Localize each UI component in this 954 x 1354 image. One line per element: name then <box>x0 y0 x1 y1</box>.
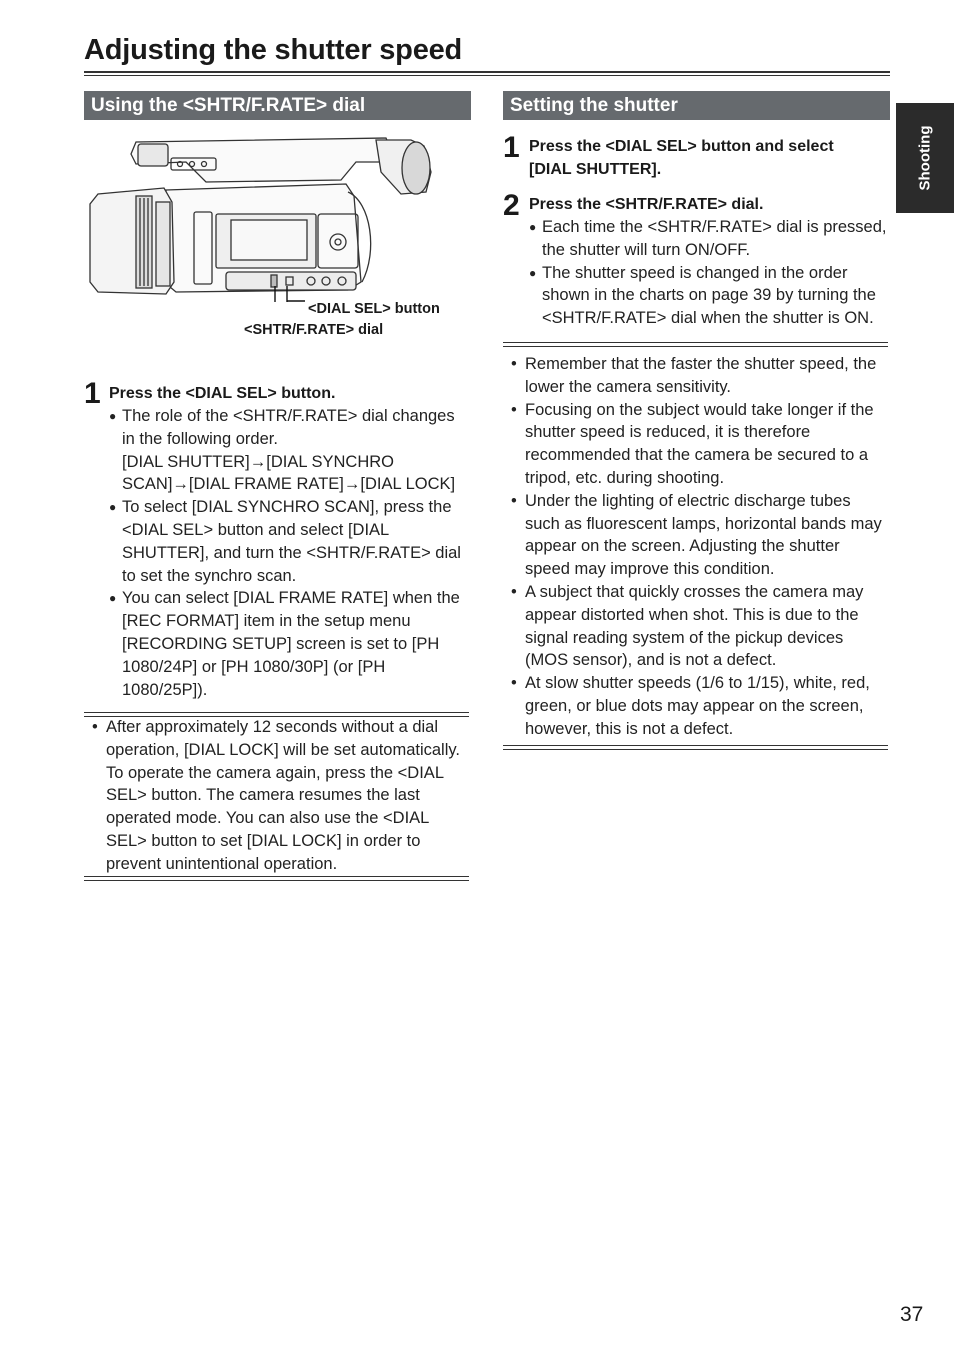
note-item <box>84 716 468 876</box>
callout-shtr-dial: <SHTR/F.RATE> dial <box>244 322 384 338</box>
title-rule-thin <box>84 75 890 76</box>
left-notes-rule-top <box>84 712 469 713</box>
bullet-text: The shutter speed is changed in the order shown in the charts on page 39 by turning the <SHTR/F.RATE> dial when the shutter is ON. <box>542 263 876 328</box>
list-item <box>529 216 889 262</box>
bullet-text: To select [DIAL SYNCHRO SCAN], press the <DIAL SEL> button and select [DIAL SHUTTER], and turn the <SHTR/F.RATE> dial to set the synchro scan. <box>122 498 461 585</box>
note-text: Under the lighting of electric discharge tubes such as fluorescent lamps, horizontal bands may appear on the screen. Adjusting the shutter speed may improve this condition. <box>525 491 882 579</box>
right-notes-rule-bottom <box>503 745 888 746</box>
bullet-sequence: [DIAL SHUTTER]→[DIAL SYNCHRO SCAN]→[DIAL FRAME RATE]→[DIAL LOCK] <box>122 452 456 494</box>
section-heading-setting-shutter: Setting the shutter <box>503 91 890 120</box>
bullet-dot-icon: ● <box>529 265 537 280</box>
note-bullet-icon: • <box>92 718 98 736</box>
left-step1-number: 1 <box>84 377 101 410</box>
list-item <box>109 496 471 587</box>
bullet-text: The role of the <SHTR/F.RATE> dial changes in the following order. <box>122 407 455 448</box>
right-notes-rule-top-2 <box>503 346 888 347</box>
note-text: After approximately 12 seconds without a dial operation, [DIAL LOCK] will be set automatically. To operate the camera again, press the <DIAL SEL> button. The camera resumes the last operated mode. You can also use the <DIAL SEL> button to set [DIAL LOCK] in order to prevent unintentional operation. <box>106 718 460 873</box>
right-notes-rule-bottom-2 <box>503 749 888 750</box>
bullet-dot-icon: ● <box>529 220 537 234</box>
left-step1-bullets <box>109 405 471 701</box>
right-step1-number: 1 <box>503 131 520 164</box>
bullet-dot-icon: ● <box>109 409 117 423</box>
left-notes <box>84 716 468 876</box>
bullet-dot-icon: ● <box>109 591 117 606</box>
note-text: Remember that the faster the shutter speed, the lower the camera sensitivity. <box>525 355 877 396</box>
left-notes-rule-bottom-2 <box>84 880 469 881</box>
bullet-text: You can select [DIAL FRAME RATE] when the [REC FORMAT] item in the setup menu [RECORDING SETUP] screen is set to [PH 1080/24P] or [PH 1080/30P] (or [PH 1080/25P]). <box>122 589 460 699</box>
right-step2-bullets <box>529 216 889 330</box>
note-bullet-icon: • <box>511 491 517 510</box>
note-item <box>503 581 888 672</box>
list-item <box>529 262 889 330</box>
note-bullet-icon: • <box>511 355 517 373</box>
note-item <box>503 490 888 581</box>
left-notes-rule-bottom <box>84 876 469 877</box>
right-notes <box>503 353 888 741</box>
bullet-dot-icon: ● <box>109 500 117 515</box>
callout-dial-sel-button: <DIAL SEL> button <box>308 301 440 317</box>
note-text: Focusing on the subject would take longer if the shutter speed is reduced, it is therefore recommended that the camera be secured to a tripod, etc. during shooting. <box>525 400 874 487</box>
note-item <box>503 399 888 490</box>
note-bullet-icon: • <box>511 674 517 693</box>
side-tab-shooting <box>896 103 954 213</box>
title-rule <box>84 71 890 73</box>
right-step1-title: Press the <DIAL SEL> button and select [DIAL SHUTTER]. <box>529 138 834 178</box>
bullet-text: Each time the <SHTR/F.RATE> dial is pressed, the shutter will turn ON/OFF. <box>542 218 887 259</box>
note-bullet-icon: • <box>511 400 517 419</box>
note-item <box>503 353 888 399</box>
page-number: 37 <box>900 1303 924 1326</box>
right-step2-title: Press the <SHTR/F.RATE> dial. <box>529 196 764 213</box>
left-step1-title: Press the <DIAL SEL> button. <box>109 385 336 402</box>
side-tab-label: Shooting <box>916 125 934 191</box>
note-text: At slow shutter speeds (1/6 to 1/15), white, red, green, or blue dots may appear on the screen, however, this is not a defect. <box>525 674 870 738</box>
right-notes-rule-top <box>503 342 888 343</box>
note-item <box>503 672 888 740</box>
note-text: A subject that quickly crosses the camera may appear distorted when shot. This is due to the signal reading system of the pickup devices (MOS sensor), and is not a defect. <box>525 582 864 670</box>
page-title: Adjusting the shutter speed <box>84 34 463 66</box>
note-bullet-icon: • <box>511 582 517 601</box>
list-item <box>109 405 471 496</box>
camera-illustration <box>86 132 436 302</box>
list-item <box>109 587 471 701</box>
right-step2-number: 2 <box>503 189 520 222</box>
section-heading-shtr-dial: Using the <SHTR/F.RATE> dial <box>84 91 471 120</box>
